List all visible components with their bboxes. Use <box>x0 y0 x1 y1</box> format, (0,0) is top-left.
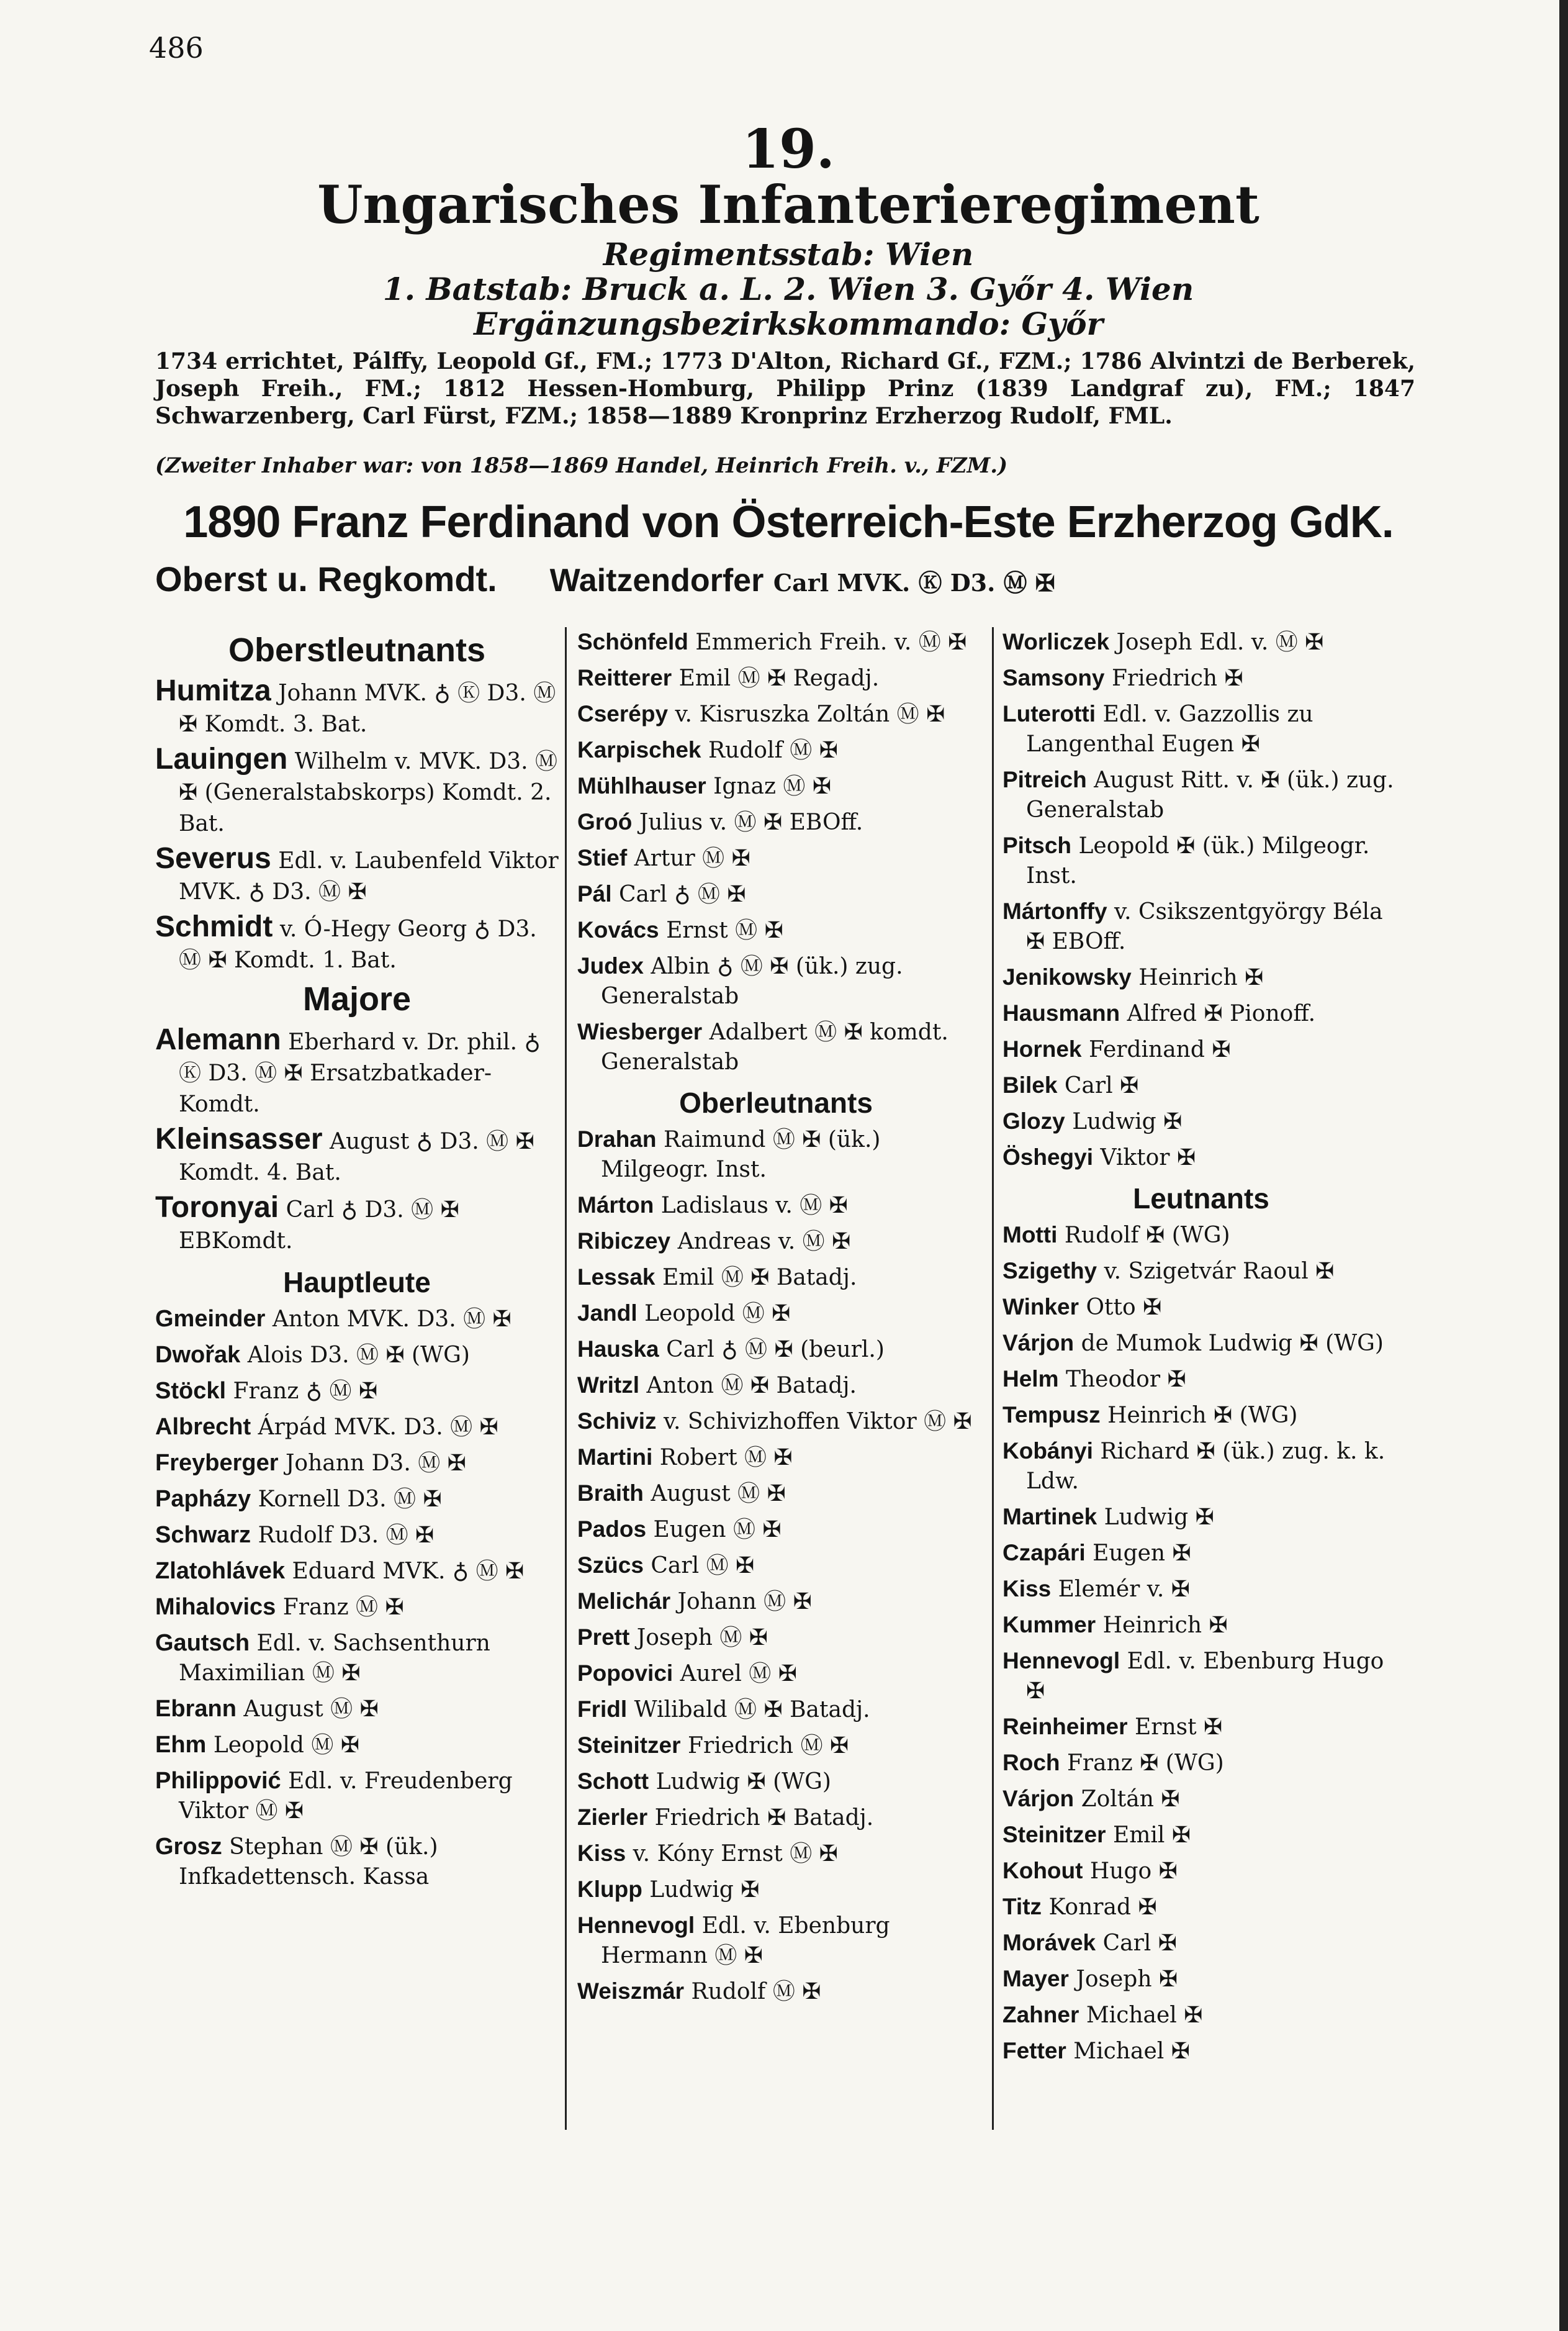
officer-details: Leopold Ⓜ ✠ <box>644 1301 791 1326</box>
officer-surname: Zierler <box>577 1804 648 1830</box>
officer-details: August ♁ D3. Ⓜ ✠ Komdt. 4. Bat. <box>179 1129 534 1185</box>
officer-surname: Pitreich <box>1003 767 1087 792</box>
roster-entry <box>577 1017 975 1077</box>
officer-details: Wilibald Ⓜ ✠ Batadj. <box>634 1697 870 1722</box>
column-divider <box>992 627 994 2130</box>
officer-details: Alois D3. Ⓜ ✠ (WG) <box>247 1342 470 1368</box>
officer-details: Viktor ✠ <box>1100 1145 1196 1170</box>
officer-details: Ernst ✠ <box>1134 1714 1223 1740</box>
officer-details: Rudolf ✠ (WG) <box>1064 1223 1230 1248</box>
roster-entry <box>1003 1292 1400 1323</box>
list-oberleutnants <box>577 1125 975 2007</box>
roster-entry <box>1003 1538 1400 1568</box>
officer-details: Ludwig ✠ (WG) <box>656 1769 831 1795</box>
officer-details: Friedrich Ⓜ ✠ <box>688 1733 849 1758</box>
officer-surname: Kohout <box>1003 1858 1083 1883</box>
officer-details: v. Kisruszka Zoltán Ⓜ ✠ <box>675 702 945 727</box>
officer-surname: Fetter <box>1003 2038 1066 2063</box>
officer-surname: Pados <box>577 1516 647 1542</box>
officer-surname: Ribiczey <box>577 1228 671 1254</box>
officer-details: v. Csikszentgyörgy Béla ✠ EBOff. <box>1026 899 1383 954</box>
officer-surname: Várjon <box>1003 1786 1075 1811</box>
officer-surname: Steinitzer <box>577 1732 681 1758</box>
roster-entry <box>1003 1328 1400 1359</box>
roster-entry <box>1003 1610 1400 1641</box>
roster-entry <box>577 1550 975 1581</box>
list-oberstleutnants <box>155 676 559 976</box>
officer-surname: Helm <box>1003 1366 1059 1392</box>
colonel-line <box>155 559 1422 599</box>
officer-surname: Reitterer <box>577 665 672 690</box>
roster-entry <box>155 1025 559 1120</box>
roster-entry <box>155 1376 559 1406</box>
officer-surname: Lauingen <box>155 743 288 776</box>
list-majore <box>155 1025 559 1257</box>
officer-details: Eugen Ⓜ ✠ <box>653 1517 782 1542</box>
officer-details: Carl ✠ <box>1102 1930 1177 1956</box>
officer-surname: Kleinsasser <box>155 1123 323 1156</box>
officer-details: Carl ♁ Ⓜ ✠ <box>619 882 746 907</box>
officer-details: Ladislaus v. Ⓜ ✠ <box>660 1193 848 1218</box>
officer-details: Franz ✠ (WG) <box>1066 1750 1224 1776</box>
officer-details: Carl ✠ <box>1064 1073 1139 1098</box>
regiment-staff: Regimentsstab: Wien <box>603 236 974 273</box>
roster-entry <box>155 1484 559 1514</box>
officer-surname: Dwořak <box>155 1342 241 1368</box>
roster-entry <box>155 1730 559 1760</box>
officer-details: Rudolf D3. Ⓜ ✠ <box>258 1523 435 1548</box>
officer-details: Theodor ✠ <box>1065 1367 1186 1392</box>
officer-details: Richard ✠ (ük.) zug. k. k. Ldw. <box>1026 1439 1386 1494</box>
officer-details: de Mumok Ludwig ✠ (WG) <box>1081 1331 1384 1356</box>
officer-details: Franz ♁ Ⓜ ✠ <box>233 1378 378 1404</box>
roster-entry <box>1003 1574 1400 1605</box>
roster-entry <box>1003 2000 1400 2030</box>
officer-surname: Hennevogl <box>577 1912 695 1938</box>
officer-details: Ferdinand ✠ <box>1088 1037 1231 1062</box>
officer-details: Julius v. Ⓜ ✠ EBOff. <box>639 810 863 835</box>
officer-details: Joseph Ⓜ ✠ <box>636 1625 768 1650</box>
roster-entry <box>1003 1748 1400 1778</box>
officer-surname: Reinheimer <box>1003 1714 1128 1739</box>
officer-surname: Jenikowsky <box>1003 964 1132 990</box>
roster-entry <box>155 676 559 740</box>
roster-entry <box>577 1406 975 1437</box>
roster-entry <box>577 915 975 946</box>
officer-surname: Hornek <box>1003 1036 1082 1062</box>
list-hauptleute <box>155 1304 559 1892</box>
roster-entry <box>1003 1220 1400 1251</box>
officer-surname: Szücs <box>577 1552 644 1578</box>
roster-entry <box>155 1592 559 1623</box>
officer-surname: Ebrann <box>155 1696 237 1722</box>
officer-surname: Zlatohlávek <box>155 1558 286 1584</box>
officer-surname: Schwarz <box>155 1522 251 1548</box>
officer-details: Elemér v. ✠ <box>1058 1577 1190 1602</box>
officer-surname: Lessak <box>577 1264 656 1290</box>
officer-details: Heinrich ✠ <box>1102 1613 1228 1638</box>
roster-entry <box>577 1370 975 1401</box>
officer-surname: Tempusz <box>1003 1402 1101 1428</box>
regiment-title: Ungarisches Infanterieregiment <box>317 174 1259 235</box>
roster-entry <box>577 771 975 802</box>
roster-entry <box>155 744 559 840</box>
officer-surname: Zahner <box>1003 2002 1079 2027</box>
roster-entry <box>577 1695 975 1725</box>
officer-surname: Stief <box>577 845 628 871</box>
roster-entry <box>155 1340 559 1370</box>
roster-entry <box>577 1298 975 1329</box>
officer-details: Konrad ✠ <box>1048 1894 1157 1920</box>
officer-details: Carl ♁ D3. Ⓜ ✠ EBKomdt. <box>179 1197 459 1254</box>
column-middle <box>577 627 975 2012</box>
officer-details: v. Ó-Hegy Georg ♁ D3. Ⓜ ✠ Komdt. 1. Bat. <box>179 917 537 973</box>
roster-entry <box>577 1125 975 1185</box>
roster-entry <box>577 663 975 694</box>
officer-surname: Cserépy <box>577 701 669 726</box>
officer-surname: Mihalovics <box>155 1594 276 1620</box>
roster-entry <box>155 1832 559 1892</box>
roster-entry <box>155 1694 559 1724</box>
officer-surname: Luterotti <box>1003 701 1096 726</box>
page-edge <box>1559 0 1568 2331</box>
officer-details: Andreas v. Ⓜ ✠ <box>677 1229 851 1254</box>
officer-surname: Pitsch <box>1003 833 1072 858</box>
officer-surname: Kobányi <box>1003 1438 1093 1464</box>
roster-entry <box>1003 1256 1400 1287</box>
officer-surname: Martinek <box>1003 1504 1097 1529</box>
officer-details: Franz Ⓜ ✠ <box>282 1595 404 1620</box>
roster-entry <box>577 1514 975 1545</box>
colonel-name: Waitzendorfer <box>549 563 764 599</box>
officer-details: Johann MVK. ♁ Ⓚ D3. Ⓜ ✠ Komdt. 3. Bat. <box>179 681 556 737</box>
officer-surname: Gmeinder <box>155 1306 266 1332</box>
officer-surname: Freyberger <box>155 1450 279 1476</box>
officer-details: Johann Ⓜ ✠ <box>677 1589 812 1614</box>
roster-entry <box>155 1628 559 1688</box>
roster-entry <box>155 843 559 908</box>
heading-oberstleutnants: Oberstleutnants <box>228 631 486 669</box>
officer-surname: Samsony <box>1003 665 1105 690</box>
officer-details: Edl. v. Gazzollis zu Langenthal Eugen ✠ <box>1026 702 1313 757</box>
officer-surname: Grosz <box>155 1834 222 1860</box>
colonel-details: Carl MVK. Ⓚ D3. Ⓜ ✠ <box>773 569 1055 597</box>
officer-details: August Ritt. v. ✠ (ük.) zug. Generalstab <box>1026 767 1394 823</box>
officer-details: Carl Ⓜ ✠ <box>651 1553 755 1578</box>
roster-entry <box>1003 1034 1400 1065</box>
officer-surname: Kiss <box>577 1840 626 1866</box>
officer-details: Hugo ✠ <box>1089 1858 1178 1884</box>
roster-entry <box>1003 1856 1400 1886</box>
officer-surname: Toronyai <box>155 1191 279 1224</box>
officer-surname: Schott <box>577 1768 649 1794</box>
officer-details: Michael ✠ <box>1073 2039 1190 2064</box>
roster-entry <box>1003 1143 1400 1173</box>
officer-surname: Philippović <box>155 1768 281 1794</box>
officer-surname: Schiviz <box>577 1408 657 1434</box>
roster-entry <box>155 1124 559 1188</box>
officer-surname: Melichár <box>577 1588 671 1614</box>
roster-entry <box>577 1190 975 1221</box>
officer-surname: Severus <box>155 842 271 875</box>
officer-details: Joseph ✠ <box>1076 1967 1178 1992</box>
roster-entry <box>577 627 975 658</box>
officer-surname: Steinitzer <box>1003 1822 1106 1847</box>
roster-entry <box>1003 831 1400 891</box>
officer-surname: Öshegyi <box>1003 1144 1093 1170</box>
officer-surname: Alemann <box>155 1023 281 1056</box>
roster-entry <box>1003 663 1400 694</box>
officer-surname: Kummer <box>1003 1612 1096 1637</box>
roster-entry <box>1003 1928 1400 1958</box>
officer-details: Eugen ✠ <box>1093 1541 1191 1566</box>
officer-surname: Czapári <box>1003 1540 1086 1565</box>
roster-entry <box>577 1911 975 1971</box>
officer-surname: Glozy <box>1003 1108 1065 1134</box>
officer-details: Johann D3. Ⓜ ✠ <box>286 1451 466 1476</box>
roster-entry <box>1003 1646 1400 1706</box>
heading-majore: Majore <box>302 980 412 1018</box>
officer-details: Árpád MVK. D3. Ⓜ ✠ <box>258 1414 498 1440</box>
officer-details: Ignaz Ⓜ ✠ <box>713 774 832 799</box>
officer-surname: Gautsch <box>155 1630 250 1656</box>
officer-details: Artur Ⓜ ✠ <box>634 846 750 871</box>
officer-surname: Roch <box>1003 1750 1060 1775</box>
officer-details: Ludwig ✠ <box>1104 1505 1214 1530</box>
list-hauptleute-cont <box>577 627 975 1077</box>
officer-details: August Ⓜ ✠ <box>651 1481 786 1506</box>
roster-entry <box>1003 998 1400 1029</box>
officer-details: Ernst Ⓜ ✠ <box>666 918 783 943</box>
roster-entry <box>577 1803 975 1833</box>
colonel-label: Oberst u. Regkomdt. <box>155 559 497 599</box>
officer-surname: Prett <box>577 1624 630 1650</box>
officer-surname: Schönfeld <box>577 629 688 654</box>
officer-surname: Szigethy <box>1003 1258 1097 1283</box>
page-number: 486 <box>149 31 204 65</box>
roster-entry <box>1003 1107 1400 1137</box>
officer-details: v. Schivizhoffen Viktor Ⓜ ✠ <box>663 1409 972 1434</box>
officer-details: Aurel Ⓜ ✠ <box>680 1661 797 1686</box>
recruiting-command: Ergänzungsbezirkskommando: Győr <box>474 306 1103 342</box>
officer-surname: Ehm <box>155 1732 207 1758</box>
roster-entry <box>1003 765 1400 825</box>
officer-surname: Groó <box>577 809 633 835</box>
roster-entry <box>577 807 975 838</box>
officer-surname: Hauska <box>577 1336 659 1362</box>
officer-surname: Martini <box>577 1444 653 1470</box>
officer-details: Leopold Ⓜ ✠ <box>213 1732 360 1758</box>
roster-entry <box>577 1262 975 1293</box>
officer-details: v. Szigetvár Raoul ✠ <box>1104 1259 1335 1284</box>
officer-surname: Pál <box>577 881 612 907</box>
roster-entry <box>1003 1070 1400 1101</box>
officer-details: Alfred ✠ Pionoff. <box>1127 1001 1316 1026</box>
officer-surname: Motti <box>1003 1222 1058 1247</box>
officer-details: Otto ✠ <box>1086 1295 1162 1320</box>
roster-entry <box>1003 897 1400 957</box>
roster-entry <box>155 1520 559 1550</box>
officer-surname: Bilek <box>1003 1072 1058 1098</box>
officer-surname: Fridl <box>577 1696 628 1722</box>
officer-details: Ludwig ✠ <box>649 1877 760 1903</box>
officer-details: Edl. v. Sachsenthurn Maximilian Ⓜ ✠ <box>179 1631 490 1686</box>
roster-entry <box>1003 1964 1400 1994</box>
roster-entry <box>155 912 559 976</box>
officer-details: Albin ♁ Ⓜ ✠ (ük.) zug. Generalstab <box>601 954 903 1009</box>
roster-entry <box>577 1731 975 1761</box>
heading-hauptleute: Hauptleute <box>283 1266 431 1298</box>
heading-oberleutnants: Oberleutnants <box>679 1087 873 1119</box>
officer-details: Michael ✠ <box>1086 2003 1203 2028</box>
officer-details: Emmerich Freih. v. Ⓜ ✠ <box>695 630 967 655</box>
roster-entry <box>1003 1784 1400 1814</box>
officer-details: Heinrich ✠ (WG) <box>1107 1403 1298 1428</box>
officer-details: Kornell D3. Ⓜ ✠ <box>258 1487 442 1512</box>
roster-entry <box>1003 962 1400 993</box>
officer-details: Emil Ⓜ ✠ Batadj. <box>662 1265 857 1290</box>
roster-entry <box>577 1976 975 2007</box>
roster-entry <box>577 1478 975 1509</box>
roster-entry <box>577 1442 975 1473</box>
list-oberleutnants-cont <box>1003 627 1400 1173</box>
officer-surname: Hennevogl <box>1003 1648 1120 1673</box>
column-divider <box>565 627 567 2130</box>
battalion-staff: 1. Batstab: Bruck a. L. 2. Wien 3. Győr 4. Wien <box>382 271 1194 307</box>
officer-details: Robert Ⓜ ✠ <box>659 1445 793 1470</box>
officer-details: Edl. v. Laubenfeld Viktor MVK. ♁ D3. Ⓜ ✠ <box>179 848 559 905</box>
officer-surname: Drahan <box>577 1126 657 1152</box>
officer-surname: Humitza <box>155 674 271 707</box>
officer-surname: Schmidt <box>155 910 273 943</box>
officer-details: Carl ♁ Ⓜ ✠ (beurl.) <box>666 1337 885 1362</box>
roster-entry <box>155 1412 559 1442</box>
officer-details: Raimund Ⓜ ✠ (ük.) Milgeogr. Inst. <box>601 1127 881 1182</box>
officer-surname: Stöckl <box>155 1378 227 1404</box>
officer-details: Eduard MVK. ♁ Ⓜ ✠ <box>292 1559 525 1584</box>
roster-entry <box>1003 1400 1400 1431</box>
officer-surname: Márton <box>577 1192 654 1218</box>
officer-surname: Karpischek <box>577 737 701 763</box>
officer-details: Rudolf Ⓜ ✠ <box>691 1979 821 2004</box>
heading-leutnants: Leutnants <box>1133 1182 1269 1215</box>
officer-details: Edl. v. Ebenburg Hugo ✠ <box>1026 1649 1384 1704</box>
officer-surname: Morávek <box>1003 1930 1096 1955</box>
column-left <box>155 627 559 1898</box>
regiment-history: 1734 errichtet, Pálffy, Leopold Gf., FM.; 1773 D'Alton, Richard Gf., FZM.; 1786 Alvintzi de Berberek, Joseph Freih., FM.; 1812 Hessen-Homburg, Philipp Prinz (1839 Landgraf zu), FM.; 1847 Schwarzenberg, Carl Fürst, FZM.; 1858—1889 Kronprinz Erzherzog Rudolf, FML. <box>155 348 1415 429</box>
officer-details: Emil Ⓜ ✠ Regadj. <box>678 666 880 691</box>
roster-entry <box>1003 1502 1400 1532</box>
roster-entry <box>577 699 975 730</box>
officer-details: Eberhard v. Dr. phil. ♁ Ⓚ D3. Ⓜ ✠ Ersatzbatkader-Komdt. <box>179 1030 541 1117</box>
second-owner: (Zweiter Inhaber war: von 1858—1869 Handel, Heinrich Freih. v., FZM.) <box>155 453 1008 478</box>
officer-details: Wilhelm v. MVK. D3. Ⓜ ✠ (Generalstabskorps) Komdt. 2. Bat. <box>179 749 558 836</box>
officer-surname: Klupp <box>577 1876 642 1902</box>
officer-details: Rudolf Ⓜ ✠ <box>708 738 838 763</box>
roster-entry <box>1003 2036 1400 2066</box>
officer-surname: Winker <box>1003 1294 1079 1319</box>
officer-details: Friedrich ✠ <box>1111 666 1243 691</box>
officer-surname: Titz <box>1003 1894 1042 1919</box>
roster-entry <box>1003 1712 1400 1742</box>
roster-entry <box>155 1556 559 1586</box>
officer-surname: Hausmann <box>1003 1000 1120 1026</box>
officer-surname: Kovács <box>577 917 659 943</box>
officer-surname: Judex <box>577 953 644 979</box>
officer-details: Edl. v. Freudenberg Viktor Ⓜ ✠ <box>179 1768 513 1824</box>
roster-entry <box>1003 1892 1400 1922</box>
officer-surname: Braith <box>577 1480 644 1506</box>
officer-surname: Writzl <box>577 1372 640 1398</box>
regiment-number: 19. <box>742 118 835 181</box>
roster-entry <box>577 879 975 910</box>
roster-entry <box>577 843 975 874</box>
roster-entry <box>155 1448 559 1478</box>
officer-surname: Várjon <box>1003 1330 1075 1356</box>
officer-surname: Popovici <box>577 1660 674 1686</box>
roster-entry <box>577 1659 975 1689</box>
roster-entry <box>577 735 975 766</box>
officer-details: Zoltán ✠ <box>1081 1786 1180 1812</box>
roster-entry <box>577 1839 975 1869</box>
officer-surname: Worliczek <box>1003 629 1110 654</box>
officer-surname: Kiss <box>1003 1576 1052 1601</box>
roster-entry <box>1003 1820 1400 1850</box>
column-right <box>1003 627 1400 2072</box>
officer-surname: Albrecht <box>155 1414 251 1440</box>
list-leutnants <box>1003 1220 1400 2066</box>
officer-surname: Mártonffy <box>1003 898 1107 924</box>
officer-details: v. Kóny Ernst Ⓜ ✠ <box>633 1841 838 1867</box>
roster-entry <box>155 1304 559 1334</box>
roster-entry <box>1003 1436 1400 1496</box>
officer-details: Friedrich ✠ Batadj. <box>654 1805 874 1831</box>
officer-details: Heinrich ✠ <box>1138 965 1264 990</box>
roster-entry <box>577 951 975 1012</box>
officer-details: Edl. v. Ebenburg Hermann Ⓜ ✠ <box>601 1913 890 1968</box>
officer-details: Anton Ⓜ ✠ Batadj. <box>646 1373 857 1398</box>
officer-details: Adalbert Ⓜ ✠ komdt. Generalstab <box>601 1020 948 1075</box>
roster-entry <box>1003 1364 1400 1395</box>
officer-details: Stephan Ⓜ ✠ (ük.) Infkadettensch. Kassa <box>179 1834 438 1890</box>
officer-details: Leopold ✠ (ük.) Milgeogr. Inst. <box>1026 833 1370 889</box>
roster-entry <box>577 1875 975 1905</box>
officer-surname: Mühlhauser <box>577 773 706 799</box>
roster-entry <box>1003 627 1400 658</box>
roster-entry <box>577 1623 975 1653</box>
officer-details: Anton MVK. D3. Ⓜ ✠ <box>272 1306 511 1332</box>
roster-entry <box>155 1192 559 1257</box>
roster-entry <box>577 1767 975 1797</box>
regiment-owner: 1890 Franz Ferdinand von Österreich-Este Erzherzog GdK. <box>183 497 1394 547</box>
roster-entry <box>577 1226 975 1257</box>
roster-entry <box>1003 699 1400 759</box>
officer-surname: Jandl <box>577 1300 638 1326</box>
officer-details: August Ⓜ ✠ <box>243 1696 379 1722</box>
roster-entry <box>577 1334 975 1365</box>
roster-entry <box>577 1586 975 1617</box>
roster-entry <box>155 1766 559 1826</box>
officer-details: Emil ✠ <box>1113 1822 1191 1848</box>
officer-surname: Mayer <box>1003 1966 1069 1991</box>
officer-surname: Weiszmár <box>577 1978 685 2004</box>
officer-details: Ludwig ✠ <box>1072 1109 1183 1134</box>
officer-details: Joseph Edl. v. Ⓜ ✠ <box>1116 630 1324 655</box>
officer-surname: Papházy <box>155 1486 251 1512</box>
officer-surname: Wiesberger <box>577 1019 703 1044</box>
